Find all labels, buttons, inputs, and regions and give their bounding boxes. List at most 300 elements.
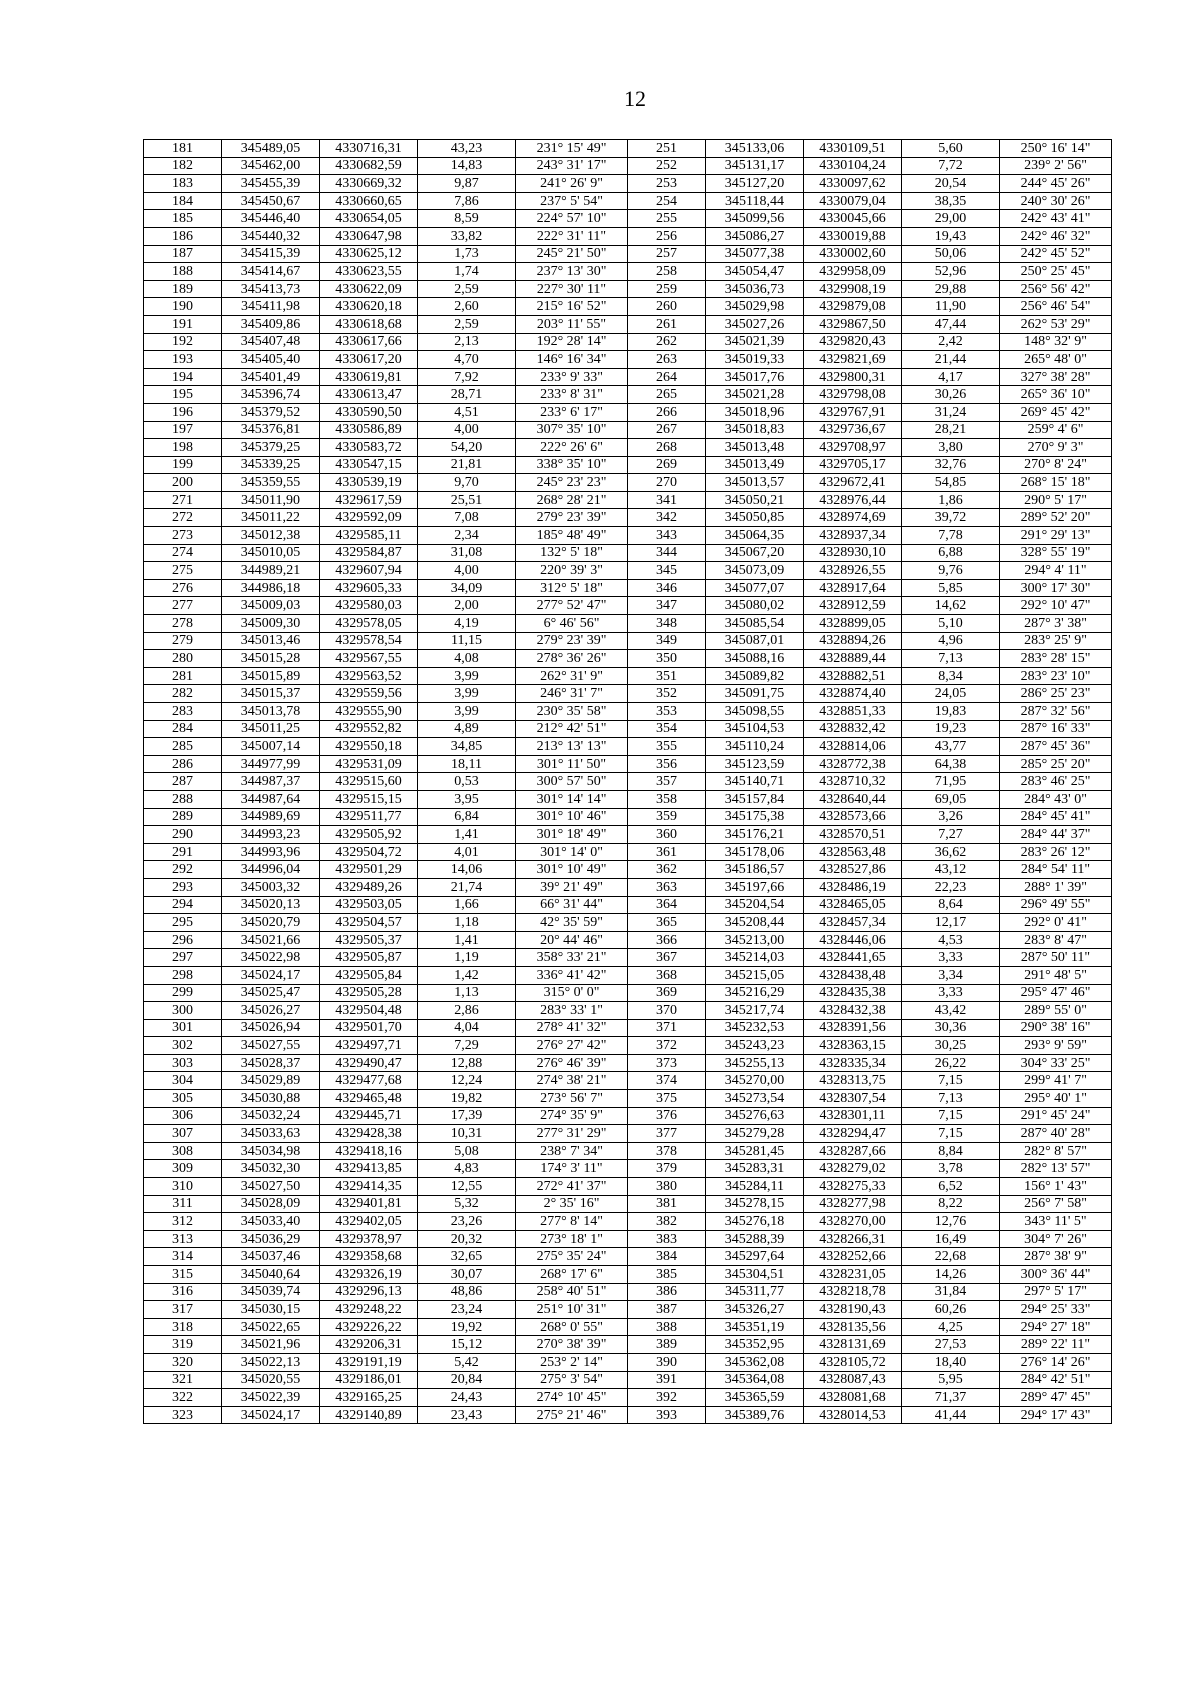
x-coordinate-cell: 345276,63 bbox=[706, 1107, 804, 1125]
y-coordinate-cell: 4329490,47 bbox=[320, 1054, 418, 1072]
y-coordinate-cell: 4328570,51 bbox=[804, 826, 902, 844]
bearing-cell: 242° 43' 41" bbox=[1000, 210, 1112, 228]
table-row bbox=[144, 298, 1112, 316]
y-coordinate-cell: 4330079,04 bbox=[804, 192, 902, 210]
point-number-cell: 274 bbox=[144, 544, 222, 562]
y-coordinate-cell: 4328640,44 bbox=[804, 790, 902, 808]
bearing-cell: 256° 7' 58" bbox=[1000, 1195, 1112, 1213]
x-coordinate-cell: 345208,44 bbox=[706, 914, 804, 932]
x-coordinate-cell: 345028,37 bbox=[222, 1054, 320, 1072]
bearing-cell: 243° 31' 17" bbox=[516, 157, 628, 175]
distance-cell: 7,27 bbox=[902, 826, 1000, 844]
x-coordinate-cell: 345204,54 bbox=[706, 896, 804, 914]
y-coordinate-cell: 4328335,34 bbox=[804, 1054, 902, 1072]
y-coordinate-cell: 4328287,66 bbox=[804, 1142, 902, 1160]
bearing-cell: 222° 26' 6" bbox=[516, 439, 628, 457]
bearing-cell: 287° 40' 28" bbox=[1000, 1125, 1112, 1143]
y-coordinate-cell: 4328014,53 bbox=[804, 1406, 902, 1424]
x-coordinate-cell: 345024,17 bbox=[222, 966, 320, 984]
bearing-cell: 289° 55' 0" bbox=[1000, 1002, 1112, 1020]
y-coordinate-cell: 4330109,51 bbox=[804, 140, 902, 158]
point-number-cell: 260 bbox=[628, 298, 706, 316]
x-coordinate-cell: 345067,20 bbox=[706, 544, 804, 562]
point-number-cell: 318 bbox=[144, 1318, 222, 1336]
x-coordinate-cell: 345088,16 bbox=[706, 650, 804, 668]
table-row bbox=[144, 843, 1112, 861]
distance-cell: 69,05 bbox=[902, 790, 1000, 808]
x-coordinate-cell: 345401,49 bbox=[222, 368, 320, 386]
distance-cell: 26,22 bbox=[902, 1054, 1000, 1072]
point-number-cell: 317 bbox=[144, 1301, 222, 1319]
table-row bbox=[144, 491, 1112, 509]
y-coordinate-cell: 4330547,15 bbox=[320, 456, 418, 474]
point-number-cell: 300 bbox=[144, 1002, 222, 1020]
table-row bbox=[144, 140, 1112, 158]
distance-cell: 12,76 bbox=[902, 1213, 1000, 1231]
y-coordinate-cell: 4329501,29 bbox=[320, 861, 418, 879]
distance-cell: 7,29 bbox=[418, 1037, 516, 1055]
x-coordinate-cell: 345080,02 bbox=[706, 597, 804, 615]
x-coordinate-cell: 345087,01 bbox=[706, 632, 804, 650]
distance-cell: 4,70 bbox=[418, 351, 516, 369]
table-row bbox=[144, 650, 1112, 668]
table-row bbox=[144, 509, 1112, 527]
bearing-cell: 66° 31' 44" bbox=[516, 896, 628, 914]
point-number-cell: 375 bbox=[628, 1090, 706, 1108]
point-number-cell: 191 bbox=[144, 315, 222, 333]
y-coordinate-cell: 4330613,47 bbox=[320, 386, 418, 404]
table-row bbox=[144, 527, 1112, 545]
y-coordinate-cell: 4329413,85 bbox=[320, 1160, 418, 1178]
x-coordinate-cell: 345091,75 bbox=[706, 685, 804, 703]
x-coordinate-cell: 345270,00 bbox=[706, 1072, 804, 1090]
distance-cell: 7,15 bbox=[902, 1125, 1000, 1143]
table-row bbox=[144, 685, 1112, 703]
bearing-cell: 284° 42' 51" bbox=[1000, 1371, 1112, 1389]
bearing-cell: 327° 38' 28" bbox=[1000, 368, 1112, 386]
x-coordinate-cell: 345021,66 bbox=[222, 931, 320, 949]
point-number-cell: 259 bbox=[628, 280, 706, 298]
y-coordinate-cell: 4328446,06 bbox=[804, 931, 902, 949]
y-coordinate-cell: 4329465,48 bbox=[320, 1090, 418, 1108]
table-row bbox=[144, 755, 1112, 773]
distance-cell: 34,09 bbox=[418, 579, 516, 597]
distance-cell: 4,96 bbox=[902, 632, 1000, 650]
point-number-cell: 322 bbox=[144, 1389, 222, 1407]
point-number-cell: 184 bbox=[144, 192, 222, 210]
x-coordinate-cell: 345364,08 bbox=[706, 1371, 804, 1389]
distance-cell: 1,13 bbox=[418, 984, 516, 1002]
point-number-cell: 290 bbox=[144, 826, 222, 844]
bearing-cell: 256° 46' 54" bbox=[1000, 298, 1112, 316]
bearing-cell: 240° 30' 26" bbox=[1000, 192, 1112, 210]
y-coordinate-cell: 4329958,09 bbox=[804, 263, 902, 281]
point-number-cell: 383 bbox=[628, 1230, 706, 1248]
table-row bbox=[144, 368, 1112, 386]
distance-cell: 12,55 bbox=[418, 1178, 516, 1196]
distance-cell: 14,06 bbox=[418, 861, 516, 879]
y-coordinate-cell: 4328882,51 bbox=[804, 667, 902, 685]
bearing-cell: 270° 9' 3" bbox=[1000, 439, 1112, 457]
distance-cell: 1,41 bbox=[418, 826, 516, 844]
y-coordinate-cell: 4328190,43 bbox=[804, 1301, 902, 1319]
distance-cell: 2,59 bbox=[418, 315, 516, 333]
distance-cell: 25,51 bbox=[418, 491, 516, 509]
y-coordinate-cell: 4329555,90 bbox=[320, 703, 418, 721]
x-coordinate-cell: 345010,05 bbox=[222, 544, 320, 562]
distance-cell: 29,88 bbox=[902, 280, 1000, 298]
y-coordinate-cell: 4328465,05 bbox=[804, 896, 902, 914]
x-coordinate-cell: 345089,82 bbox=[706, 667, 804, 685]
y-coordinate-cell: 4330682,59 bbox=[320, 157, 418, 175]
distance-cell: 54,85 bbox=[902, 474, 1000, 492]
point-number-cell: 255 bbox=[628, 210, 706, 228]
distance-cell: 22,23 bbox=[902, 878, 1000, 896]
bearing-cell: 300° 17' 30" bbox=[1000, 579, 1112, 597]
y-coordinate-cell: 4329592,09 bbox=[320, 509, 418, 527]
y-coordinate-cell: 4329505,87 bbox=[320, 949, 418, 967]
x-coordinate-cell: 344996,04 bbox=[222, 861, 320, 879]
point-number-cell: 193 bbox=[144, 351, 222, 369]
x-coordinate-cell: 345019,33 bbox=[706, 351, 804, 369]
distance-cell: 32,76 bbox=[902, 456, 1000, 474]
y-coordinate-cell: 4329578,05 bbox=[320, 615, 418, 633]
point-number-cell: 302 bbox=[144, 1037, 222, 1055]
x-coordinate-cell: 345215,05 bbox=[706, 966, 804, 984]
bearing-cell: 301° 14' 14" bbox=[516, 790, 628, 808]
distance-cell: 7,13 bbox=[902, 1090, 1000, 1108]
point-number-cell: 194 bbox=[144, 368, 222, 386]
bearing-cell: 224° 57' 10" bbox=[516, 210, 628, 228]
y-coordinate-cell: 4330647,98 bbox=[320, 227, 418, 245]
distance-cell: 31,84 bbox=[902, 1283, 1000, 1301]
bearing-cell: 294° 4' 11" bbox=[1000, 562, 1112, 580]
y-coordinate-cell: 4329414,35 bbox=[320, 1178, 418, 1196]
distance-cell: 5,42 bbox=[418, 1353, 516, 1371]
bearing-cell: 239° 2' 56" bbox=[1000, 157, 1112, 175]
point-number-cell: 200 bbox=[144, 474, 222, 492]
distance-cell: 9,70 bbox=[418, 474, 516, 492]
point-number-cell: 197 bbox=[144, 421, 222, 439]
y-coordinate-cell: 4328563,48 bbox=[804, 843, 902, 861]
x-coordinate-cell: 345085,54 bbox=[706, 615, 804, 633]
table-row bbox=[144, 667, 1112, 685]
bearing-cell: 336° 41' 42" bbox=[516, 966, 628, 984]
x-coordinate-cell: 345030,15 bbox=[222, 1301, 320, 1319]
bearing-cell: 304° 7' 26" bbox=[1000, 1230, 1112, 1248]
x-coordinate-cell: 345021,28 bbox=[706, 386, 804, 404]
distance-cell: 1,86 bbox=[902, 491, 1000, 509]
x-coordinate-cell: 345462,00 bbox=[222, 157, 320, 175]
x-coordinate-cell: 345279,28 bbox=[706, 1125, 804, 1143]
bearing-cell: 301° 10' 46" bbox=[516, 808, 628, 826]
point-number-cell: 298 bbox=[144, 966, 222, 984]
x-coordinate-cell: 345020,55 bbox=[222, 1371, 320, 1389]
point-number-cell: 297 bbox=[144, 949, 222, 967]
distance-cell: 14,83 bbox=[418, 157, 516, 175]
point-number-cell: 301 bbox=[144, 1019, 222, 1037]
x-coordinate-cell: 345032,24 bbox=[222, 1107, 320, 1125]
y-coordinate-cell: 4329800,31 bbox=[804, 368, 902, 386]
y-coordinate-cell: 4330590,50 bbox=[320, 403, 418, 421]
distance-cell: 43,23 bbox=[418, 140, 516, 158]
y-coordinate-cell: 4329605,33 bbox=[320, 579, 418, 597]
distance-cell: 30,07 bbox=[418, 1266, 516, 1284]
x-coordinate-cell: 345123,59 bbox=[706, 755, 804, 773]
bearing-cell: 290° 5' 17" bbox=[1000, 491, 1112, 509]
bearing-cell: 301° 11' 50" bbox=[516, 755, 628, 773]
y-coordinate-cell: 4328307,54 bbox=[804, 1090, 902, 1108]
x-coordinate-cell: 345379,52 bbox=[222, 403, 320, 421]
table-row bbox=[144, 579, 1112, 597]
bearing-cell: 238° 7' 34" bbox=[516, 1142, 628, 1160]
table-row bbox=[144, 1248, 1112, 1266]
y-coordinate-cell: 4330097,62 bbox=[804, 175, 902, 193]
point-number-cell: 266 bbox=[628, 403, 706, 421]
point-number-cell: 272 bbox=[144, 509, 222, 527]
point-number-cell: 251 bbox=[628, 140, 706, 158]
point-number-cell: 376 bbox=[628, 1107, 706, 1125]
point-number-cell: 349 bbox=[628, 632, 706, 650]
point-number-cell: 287 bbox=[144, 773, 222, 791]
y-coordinate-cell: 4330669,32 bbox=[320, 175, 418, 193]
distance-cell: 7,78 bbox=[902, 527, 1000, 545]
point-number-cell: 306 bbox=[144, 1107, 222, 1125]
point-number-cell: 387 bbox=[628, 1301, 706, 1319]
x-coordinate-cell: 345176,21 bbox=[706, 826, 804, 844]
bearing-cell: 258° 40' 51" bbox=[516, 1283, 628, 1301]
point-number-cell: 355 bbox=[628, 738, 706, 756]
bearing-cell: 256° 56' 42" bbox=[1000, 280, 1112, 298]
distance-cell: 3,33 bbox=[902, 949, 1000, 967]
y-coordinate-cell: 4329908,19 bbox=[804, 280, 902, 298]
y-coordinate-cell: 4328772,38 bbox=[804, 755, 902, 773]
point-number-cell: 258 bbox=[628, 263, 706, 281]
x-coordinate-cell: 345131,17 bbox=[706, 157, 804, 175]
distance-cell: 16,49 bbox=[902, 1230, 1000, 1248]
x-coordinate-cell: 345339,25 bbox=[222, 456, 320, 474]
point-number-cell: 347 bbox=[628, 597, 706, 615]
table-row bbox=[144, 1107, 1112, 1125]
y-coordinate-cell: 4330622,09 bbox=[320, 280, 418, 298]
table-row bbox=[144, 1125, 1112, 1143]
y-coordinate-cell: 4328294,47 bbox=[804, 1125, 902, 1143]
x-coordinate-cell: 345213,00 bbox=[706, 931, 804, 949]
bearing-cell: 42° 35' 59" bbox=[516, 914, 628, 932]
x-coordinate-cell: 345015,28 bbox=[222, 650, 320, 668]
y-coordinate-cell: 4330623,55 bbox=[320, 263, 418, 281]
x-coordinate-cell: 345009,30 bbox=[222, 615, 320, 633]
y-coordinate-cell: 4330539,19 bbox=[320, 474, 418, 492]
point-number-cell: 358 bbox=[628, 790, 706, 808]
x-coordinate-cell: 345175,38 bbox=[706, 808, 804, 826]
bearing-cell: 283° 26' 12" bbox=[1000, 843, 1112, 861]
y-coordinate-cell: 4330660,65 bbox=[320, 192, 418, 210]
bearing-cell: 230° 35' 58" bbox=[516, 703, 628, 721]
distance-cell: 4,83 bbox=[418, 1160, 516, 1178]
y-coordinate-cell: 4329550,18 bbox=[320, 738, 418, 756]
bearing-cell: 268° 28' 21" bbox=[516, 491, 628, 509]
y-coordinate-cell: 4330583,72 bbox=[320, 439, 418, 457]
bearing-cell: 294° 27' 18" bbox=[1000, 1318, 1112, 1336]
bearing-cell: 148° 32' 9" bbox=[1000, 333, 1112, 351]
bearing-cell: 287° 32' 56" bbox=[1000, 703, 1112, 721]
x-coordinate-cell: 345011,90 bbox=[222, 491, 320, 509]
y-coordinate-cell: 4330617,20 bbox=[320, 351, 418, 369]
y-coordinate-cell: 4328435,38 bbox=[804, 984, 902, 1002]
distance-cell: 24,05 bbox=[902, 685, 1000, 703]
distance-cell: 12,17 bbox=[902, 914, 1000, 932]
point-number-cell: 281 bbox=[144, 667, 222, 685]
distance-cell: 8,84 bbox=[902, 1142, 1000, 1160]
point-number-cell: 392 bbox=[628, 1389, 706, 1407]
x-coordinate-cell: 345311,77 bbox=[706, 1283, 804, 1301]
point-number-cell: 256 bbox=[628, 227, 706, 245]
point-number-cell: 252 bbox=[628, 157, 706, 175]
point-number-cell: 267 bbox=[628, 421, 706, 439]
table-row bbox=[144, 1002, 1112, 1020]
x-coordinate-cell: 345025,47 bbox=[222, 984, 320, 1002]
x-coordinate-cell: 345021,39 bbox=[706, 333, 804, 351]
y-coordinate-cell: 4330586,89 bbox=[320, 421, 418, 439]
table-row bbox=[144, 1160, 1112, 1178]
bearing-cell: 273° 18' 1" bbox=[516, 1230, 628, 1248]
distance-cell: 7,92 bbox=[418, 368, 516, 386]
distance-cell: 21,44 bbox=[902, 351, 1000, 369]
distance-cell: 71,95 bbox=[902, 773, 1000, 791]
point-number-cell: 374 bbox=[628, 1072, 706, 1090]
y-coordinate-cell: 4329505,84 bbox=[320, 966, 418, 984]
point-number-cell: 264 bbox=[628, 368, 706, 386]
y-coordinate-cell: 4329821,69 bbox=[804, 351, 902, 369]
x-coordinate-cell: 345283,31 bbox=[706, 1160, 804, 1178]
bearing-cell: 253° 2' 14" bbox=[516, 1353, 628, 1371]
bearing-cell: 237° 13' 30" bbox=[516, 263, 628, 281]
point-number-cell: 294 bbox=[144, 896, 222, 914]
x-coordinate-cell: 345365,59 bbox=[706, 1389, 804, 1407]
x-coordinate-cell: 345077,38 bbox=[706, 245, 804, 263]
point-number-cell: 271 bbox=[144, 491, 222, 509]
distance-cell: 31,24 bbox=[902, 403, 1000, 421]
distance-cell: 7,13 bbox=[902, 650, 1000, 668]
bearing-cell: 283° 33' 1" bbox=[516, 1002, 628, 1020]
point-number-cell: 189 bbox=[144, 280, 222, 298]
point-number-cell: 288 bbox=[144, 790, 222, 808]
bearing-cell: 295° 47' 46" bbox=[1000, 984, 1112, 1002]
x-coordinate-cell: 344993,96 bbox=[222, 843, 320, 861]
point-number-cell: 388 bbox=[628, 1318, 706, 1336]
table-row bbox=[144, 790, 1112, 808]
y-coordinate-cell: 4329401,81 bbox=[320, 1195, 418, 1213]
distance-cell: 4,00 bbox=[418, 421, 516, 439]
point-number-cell: 320 bbox=[144, 1353, 222, 1371]
bearing-cell: 156° 1' 43" bbox=[1000, 1178, 1112, 1196]
bearing-cell: 270° 38' 39" bbox=[516, 1336, 628, 1354]
y-coordinate-cell: 4329296,13 bbox=[320, 1283, 418, 1301]
distance-cell: 32,65 bbox=[418, 1248, 516, 1266]
distance-cell: 23,43 bbox=[418, 1406, 516, 1424]
x-coordinate-cell: 345013,46 bbox=[222, 632, 320, 650]
point-number-cell: 384 bbox=[628, 1248, 706, 1266]
x-coordinate-cell: 345054,47 bbox=[706, 263, 804, 281]
y-coordinate-cell: 4329505,28 bbox=[320, 984, 418, 1002]
point-number-cell: 277 bbox=[144, 597, 222, 615]
x-coordinate-cell: 345359,55 bbox=[222, 474, 320, 492]
y-coordinate-cell: 4329515,60 bbox=[320, 773, 418, 791]
point-number-cell: 390 bbox=[628, 1353, 706, 1371]
y-coordinate-cell: 4328457,34 bbox=[804, 914, 902, 932]
distance-cell: 5,08 bbox=[418, 1142, 516, 1160]
y-coordinate-cell: 4328277,98 bbox=[804, 1195, 902, 1213]
y-coordinate-cell: 4330619,81 bbox=[320, 368, 418, 386]
distance-cell: 7,08 bbox=[418, 509, 516, 527]
point-number-cell: 379 bbox=[628, 1160, 706, 1178]
point-number-cell: 378 bbox=[628, 1142, 706, 1160]
point-number-cell: 278 bbox=[144, 615, 222, 633]
bearing-cell: 282° 13' 57" bbox=[1000, 1160, 1112, 1178]
distance-cell: 43,42 bbox=[902, 1002, 1000, 1020]
y-coordinate-cell: 4330716,31 bbox=[320, 140, 418, 158]
x-coordinate-cell: 345411,98 bbox=[222, 298, 320, 316]
x-coordinate-cell: 345415,39 bbox=[222, 245, 320, 263]
bearing-cell: 295° 40' 1" bbox=[1000, 1090, 1112, 1108]
distance-cell: 1,41 bbox=[418, 931, 516, 949]
bearing-cell: 291° 45' 24" bbox=[1000, 1107, 1112, 1125]
bearing-cell: 259° 4' 6" bbox=[1000, 421, 1112, 439]
point-number-cell: 268 bbox=[628, 439, 706, 457]
x-coordinate-cell: 345032,30 bbox=[222, 1160, 320, 1178]
point-number-cell: 188 bbox=[144, 263, 222, 281]
x-coordinate-cell: 345281,45 bbox=[706, 1142, 804, 1160]
y-coordinate-cell: 4330019,88 bbox=[804, 227, 902, 245]
table-row bbox=[144, 192, 1112, 210]
distance-cell: 4,00 bbox=[418, 562, 516, 580]
table-row bbox=[144, 333, 1112, 351]
x-coordinate-cell: 345489,05 bbox=[222, 140, 320, 158]
x-coordinate-cell: 345027,55 bbox=[222, 1037, 320, 1055]
distance-cell: 8,34 bbox=[902, 667, 1000, 685]
distance-cell: 11,90 bbox=[902, 298, 1000, 316]
point-number-cell: 303 bbox=[144, 1054, 222, 1072]
point-number-cell: 382 bbox=[628, 1213, 706, 1231]
bearing-cell: 338° 35' 10" bbox=[516, 456, 628, 474]
y-coordinate-cell: 4329578,54 bbox=[320, 632, 418, 650]
distance-cell: 2,34 bbox=[418, 527, 516, 545]
table-row bbox=[144, 1213, 1112, 1231]
y-coordinate-cell: 4330002,60 bbox=[804, 245, 902, 263]
x-coordinate-cell: 345409,86 bbox=[222, 315, 320, 333]
point-number-cell: 310 bbox=[144, 1178, 222, 1196]
table-row bbox=[144, 562, 1112, 580]
point-number-cell: 346 bbox=[628, 579, 706, 597]
x-coordinate-cell: 345013,48 bbox=[706, 439, 804, 457]
point-number-cell: 363 bbox=[628, 878, 706, 896]
bearing-cell: 283° 25' 9" bbox=[1000, 632, 1112, 650]
x-coordinate-cell: 345157,84 bbox=[706, 790, 804, 808]
y-coordinate-cell: 4329617,59 bbox=[320, 491, 418, 509]
bearing-cell: 277° 52' 47" bbox=[516, 597, 628, 615]
y-coordinate-cell: 4329489,26 bbox=[320, 878, 418, 896]
x-coordinate-cell: 345243,23 bbox=[706, 1037, 804, 1055]
y-coordinate-cell: 4328270,00 bbox=[804, 1213, 902, 1231]
distance-cell: 20,32 bbox=[418, 1230, 516, 1248]
bearing-cell: 278° 36' 26" bbox=[516, 650, 628, 668]
distance-cell: 19,23 bbox=[902, 720, 1000, 738]
point-number-cell: 351 bbox=[628, 667, 706, 685]
distance-cell: 14,26 bbox=[902, 1266, 1000, 1284]
y-coordinate-cell: 4328974,69 bbox=[804, 509, 902, 527]
distance-cell: 21,81 bbox=[418, 456, 516, 474]
